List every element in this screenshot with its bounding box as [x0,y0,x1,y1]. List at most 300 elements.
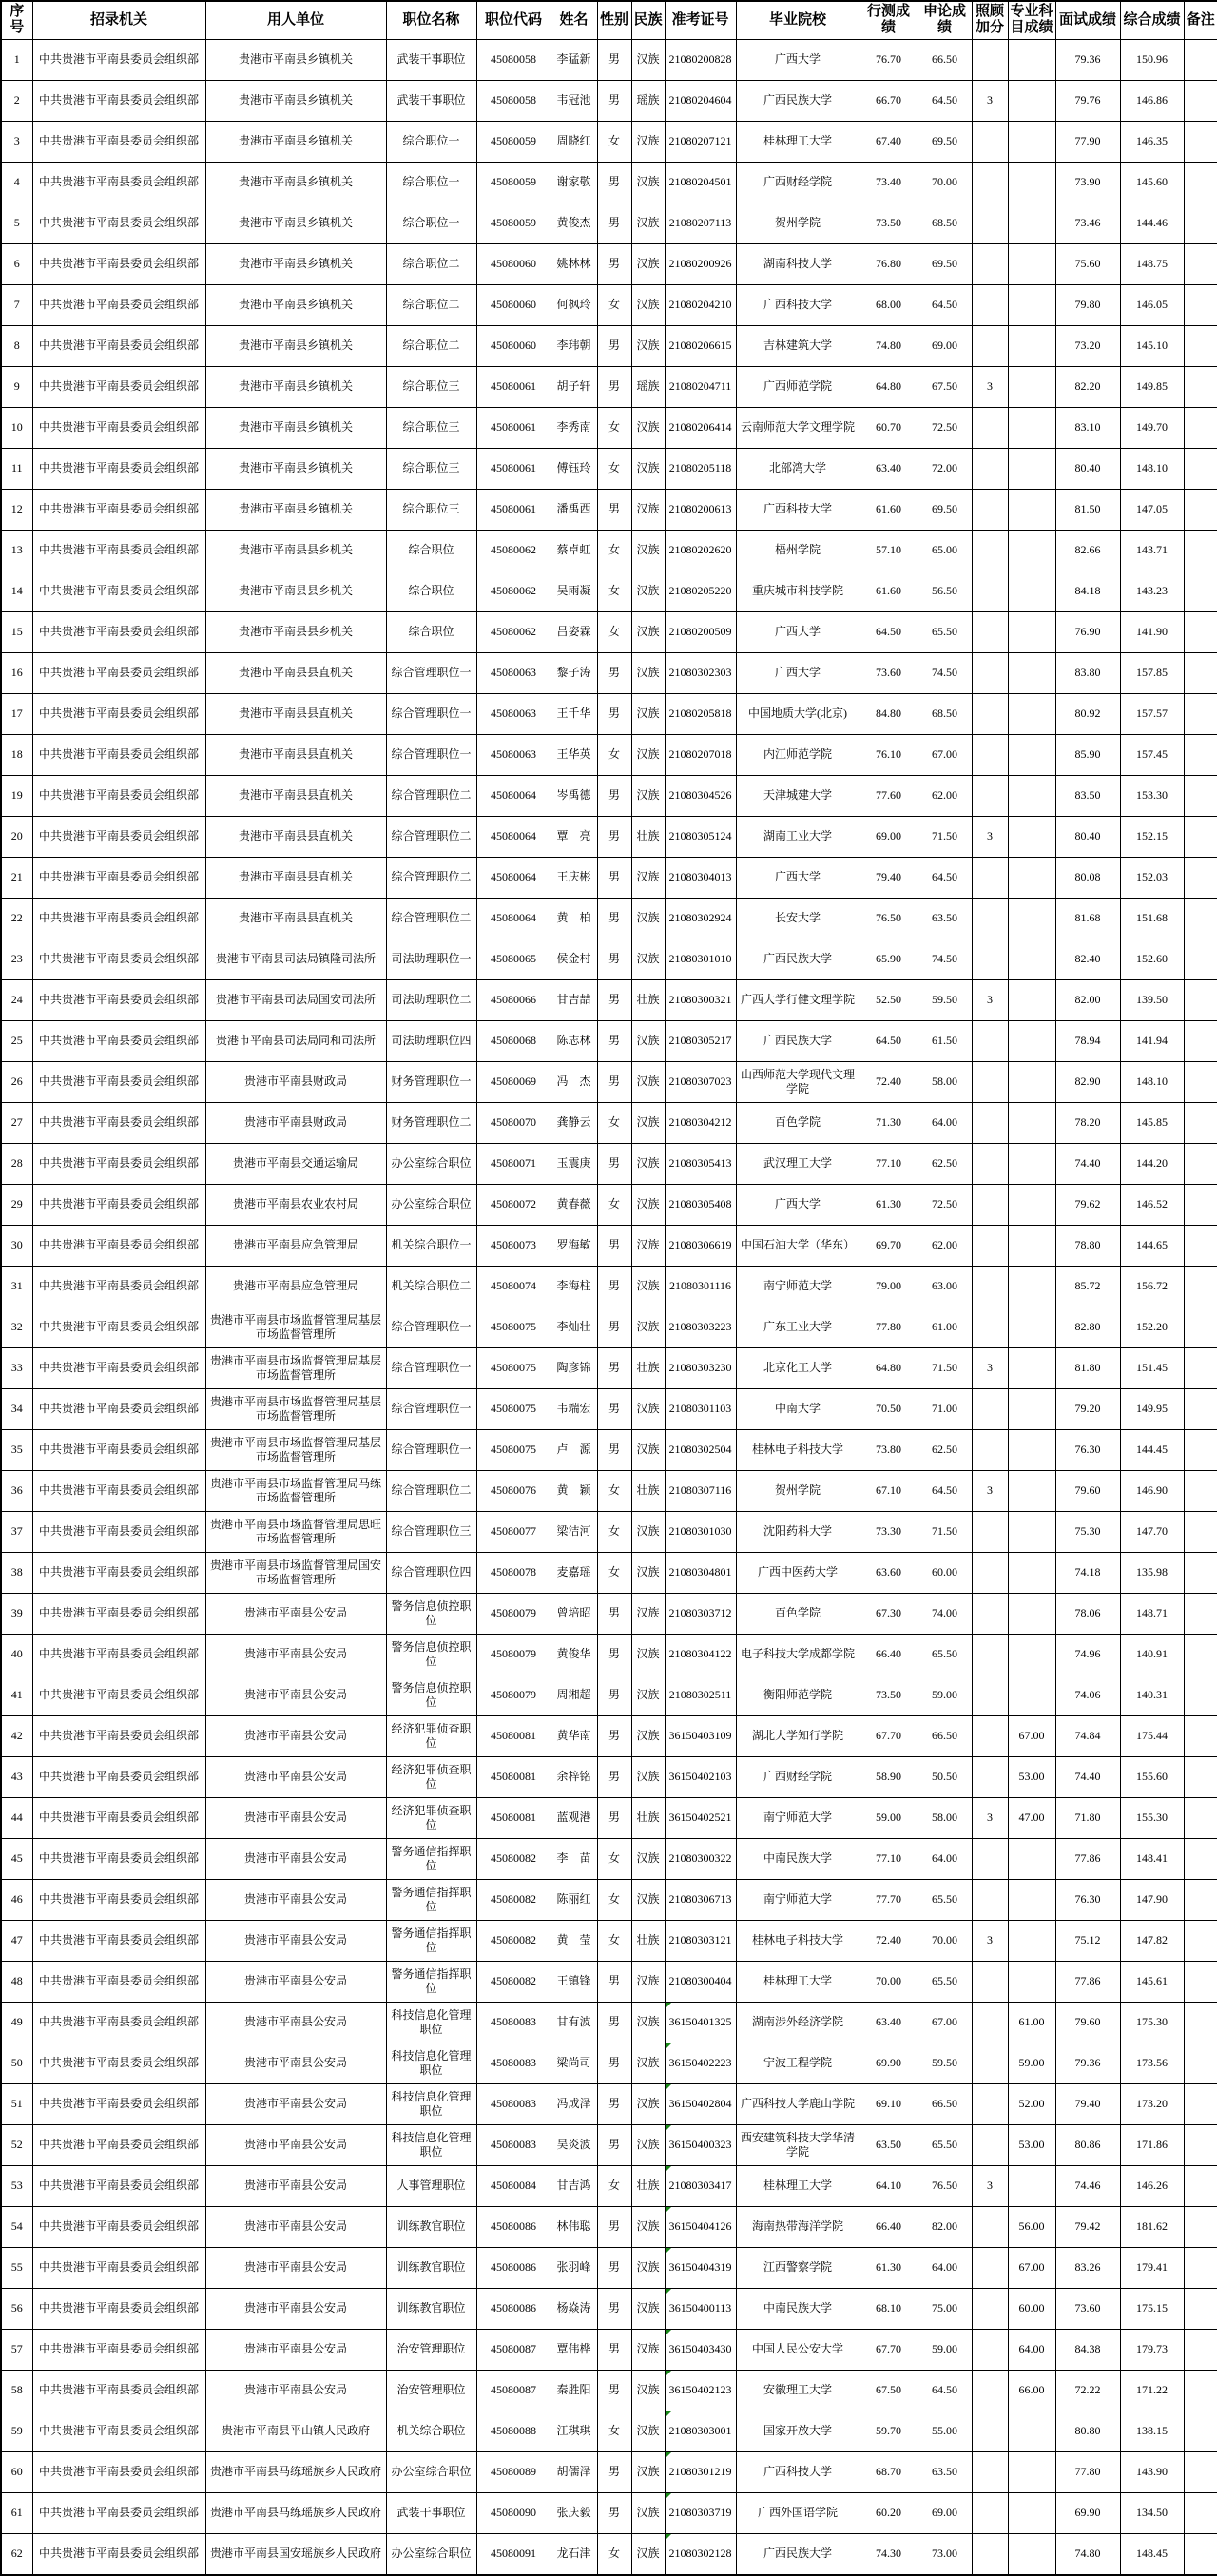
cell-interview-score: 74.18 [1055,1552,1120,1593]
cell-xingce-score: 67.40 [860,121,918,162]
cell-bonus-points [972,2206,1008,2247]
cell-ethnicity: 汉族 [631,1838,665,1879]
cell-shenlun-score: 71.50 [918,816,972,857]
cell-shenlun-score: 56.50 [918,571,972,611]
cell-exam-no-flagged: 21080303001 [665,2411,736,2451]
cell-xingce-score: 67.50 [860,2370,918,2411]
cell-position-code: 45080082 [476,1838,551,1879]
cell-school: 广西科技大学 [736,489,860,530]
cell-shenlun-score: 62.00 [918,775,972,816]
cell-no: 11 [1,448,32,489]
cell-exam-no: 21080304122 [665,1634,736,1675]
table-row [1,2533,1217,2575]
cell-total-score: 145.10 [1120,325,1184,366]
cell-xingce-score: 69.10 [860,2083,918,2124]
cell-exam-no: 21080302924 [665,898,736,939]
cell-shenlun-score: 67.00 [918,2002,972,2043]
cell-xingce-score: 72.40 [860,1061,918,1102]
cell-no: 40 [1,1634,32,1675]
cell-total-score: 171.22 [1120,2370,1184,2411]
cell-shenlun-score: 67.00 [918,734,972,775]
cell-ethnicity: 汉族 [631,1061,665,1102]
cell-employing-unit: 贵港市平南县公安局 [205,1634,386,1675]
cell-school: 广西民族大学 [736,939,860,979]
cell-position: 经济犯罪侦查职位 [386,1756,476,1797]
cell-ethnicity: 壮族 [631,979,665,1020]
cell-no: 15 [1,611,32,652]
cell-position: 机关综合职位二 [386,1266,476,1307]
cell-no: 49 [1,2002,32,2043]
cell-bonus-points [972,448,1008,489]
cell-total-score: 146.35 [1120,121,1184,162]
cell-professional-score [1008,1388,1055,1429]
cell-remark [1184,2411,1217,2451]
table-row [1,284,1217,325]
cell-name: 冯成泽 [551,2083,597,2124]
cell-professional-score [1008,325,1055,366]
cell-school: 湖南涉外经济学院 [736,2002,860,2043]
cell-remark [1184,898,1217,939]
cell-recruiting-agency: 中共贵港市平南县委员会组织部 [32,1511,205,1552]
table-row [1,1797,1217,1838]
cell-position: 综合职位三 [386,407,476,448]
cell-recruiting-agency: 中共贵港市平南县委员会组织部 [32,39,205,80]
cell-position-code: 45080087 [476,2329,551,2370]
cell-xingce-score: 77.70 [860,1879,918,1920]
cell-recruiting-agency: 中共贵港市平南县委员会组织部 [32,2329,205,2370]
cell-interview-score: 69.90 [1055,2492,1120,2533]
cell-shenlun-score: 71.50 [918,1347,972,1388]
cell-bonus-points: 3 [972,1920,1008,1961]
cell-shenlun-score: 50.50 [918,1756,972,1797]
cell-employing-unit: 贵港市平南县县直机关 [205,693,386,734]
cell-recruiting-agency: 中共贵港市平南县委员会组织部 [32,284,205,325]
cell-remark [1184,1184,1217,1225]
cell-ethnicity: 壮族 [631,1920,665,1961]
cell-employing-unit: 贵港市平南县市场监督管理局马练市场监督管理所 [205,1470,386,1511]
cell-position: 综合管理职位二 [386,898,476,939]
cell-position: 综合管理职位四 [386,1552,476,1593]
cell-school: 广西大学行健文理学院 [736,979,860,1020]
cell-no: 56 [1,2288,32,2329]
cell-exam-no: 21080207121 [665,121,736,162]
table-row [1,2165,1217,2206]
cell-professional-score [1008,162,1055,203]
cell-school: 宁波工程学院 [736,2043,860,2083]
cell-total-score: 146.26 [1120,2165,1184,2206]
cell-professional-score [1008,2533,1055,2575]
cell-xingce-score: 72.40 [860,1920,918,1961]
cell-recruiting-agency: 中共贵港市平南县委员会组织部 [32,734,205,775]
cell-no: 47 [1,1920,32,1961]
cell-exam-no: 21080207018 [665,734,736,775]
cell-school: 广西师范学院 [736,366,860,407]
cell-no: 31 [1,1266,32,1307]
cell-name: 甘有波 [551,2002,597,2043]
cell-employing-unit: 贵港市平南县应急管理局 [205,1266,386,1307]
cell-gender: 男 [597,1020,631,1061]
cell-ethnicity: 壮族 [631,2165,665,2206]
cell-no: 42 [1,1715,32,1756]
cell-position-code: 45080083 [476,2043,551,2083]
cell-interview-score: 79.76 [1055,80,1120,121]
cell-position-code: 45080088 [476,2411,551,2451]
cell-exam-no: 36150402103 [665,1756,736,1797]
cell-bonus-points: 3 [972,979,1008,1020]
cell-school: 中国石油大学（华东） [736,1225,860,1266]
cell-employing-unit: 贵港市平南县县乡机关 [205,571,386,611]
cell-recruiting-agency: 中共贵港市平南县委员会组织部 [32,1347,205,1388]
cell-name: 蔡卓虹 [551,530,597,571]
cell-interview-score: 77.90 [1055,121,1120,162]
cell-recruiting-agency: 中共贵港市平南县委员会组织部 [32,816,205,857]
cell-total-score: 155.60 [1120,1756,1184,1797]
cell-name: 李秀南 [551,407,597,448]
cell-no: 36 [1,1470,32,1511]
cell-remark [1184,2329,1217,2370]
cell-position: 办公室综合职位 [386,1143,476,1184]
cell-total-score: 152.03 [1120,857,1184,898]
cell-ethnicity: 汉族 [631,2083,665,2124]
cell-position: 机关综合职位 [386,2411,476,2451]
cell-recruiting-agency: 中共贵港市平南县委员会组织部 [32,325,205,366]
cell-school: 天津城建大学 [736,775,860,816]
cell-no: 53 [1,2165,32,2206]
table-row [1,243,1217,284]
cell-exam-no: 21080207113 [665,203,736,243]
column-header-xingce-score: 行测成绩 [860,1,918,39]
cell-exam-no: 21080206414 [665,407,736,448]
column-header-name: 姓名 [551,1,597,39]
cell-recruiting-agency: 中共贵港市平南县委员会组织部 [32,1797,205,1838]
cell-exam-no: 21080302504 [665,1429,736,1470]
cell-gender: 男 [597,1143,631,1184]
cell-xingce-score: 73.50 [860,203,918,243]
cell-position: 警务信息侦控职位 [386,1675,476,1715]
cell-school: 广西科技大学 [736,2451,860,2492]
table-row [1,611,1217,652]
cell-xingce-score: 69.00 [860,816,918,857]
cell-total-score: 139.50 [1120,979,1184,1020]
cell-shenlun-score: 72.00 [918,448,972,489]
cell-ethnicity: 汉族 [631,2533,665,2575]
cell-position: 综合职位一 [386,162,476,203]
cell-exam-no: 21080306619 [665,1225,736,1266]
cell-position: 综合职位二 [386,243,476,284]
table-row [1,1961,1217,2002]
cell-no: 34 [1,1388,32,1429]
cell-recruiting-agency: 中共贵港市平南县委员会组织部 [32,939,205,979]
cell-position: 机关综合职位一 [386,1225,476,1266]
cell-name: 梁洁河 [551,1511,597,1552]
cell-exam-no: 21080300322 [665,1838,736,1879]
cell-bonus-points [972,1634,1008,1675]
table-row [1,448,1217,489]
cell-ethnicity: 汉族 [631,39,665,80]
cell-gender: 男 [597,693,631,734]
cell-gender: 男 [597,162,631,203]
cell-total-score: 148.10 [1120,1061,1184,1102]
cell-school: 内江师范学院 [736,734,860,775]
cell-no: 9 [1,366,32,407]
cell-interview-score: 78.94 [1055,1020,1120,1061]
cell-professional-score [1008,693,1055,734]
cell-shenlun-score: 55.00 [918,2411,972,2451]
cell-exam-no-flagged: 36150401325 [665,2002,736,2043]
cell-shenlun-score: 65.50 [918,2124,972,2165]
cell-position: 警务信息侦控职位 [386,1593,476,1634]
cell-position: 综合管理职位二 [386,775,476,816]
cell-no: 21 [1,857,32,898]
cell-remark [1184,1429,1217,1470]
cell-ethnicity: 汉族 [631,121,665,162]
cell-no: 35 [1,1429,32,1470]
table-row [1,1511,1217,1552]
cell-professional-score [1008,284,1055,325]
cell-employing-unit: 贵港市平南县公安局 [205,2083,386,2124]
cell-school: 中国地质大学(北京) [736,693,860,734]
cell-gender: 男 [597,1961,631,2002]
cell-ethnicity: 汉族 [631,448,665,489]
cell-gender: 男 [597,1307,631,1347]
cell-recruiting-agency: 中共贵港市平南县委员会组织部 [32,857,205,898]
cell-employing-unit: 贵港市平南县司法局镇隆司法所 [205,939,386,979]
table-row [1,1470,1217,1511]
cell-interview-score: 74.40 [1055,1143,1120,1184]
cell-total-score: 175.30 [1120,2002,1184,2043]
cell-position: 综合职位 [386,571,476,611]
cell-remark [1184,2533,1217,2575]
cell-shenlun-score: 69.50 [918,121,972,162]
cell-employing-unit: 贵港市平南县公安局 [205,2165,386,2206]
cell-shenlun-score: 65.50 [918,1879,972,1920]
cell-name: 周晓红 [551,121,597,162]
cell-exam-no: 21080204210 [665,284,736,325]
cell-position-code: 45080082 [476,1879,551,1920]
cell-employing-unit: 贵港市平南县县直机关 [205,734,386,775]
cell-professional-score [1008,1593,1055,1634]
cell-exam-no: 21080305408 [665,1184,736,1225]
cell-gender: 男 [597,2451,631,2492]
cell-employing-unit: 贵港市平南县县乡机关 [205,611,386,652]
table-row [1,1184,1217,1225]
cell-bonus-points [972,2370,1008,2411]
cell-gender: 男 [597,2002,631,2043]
cell-gender: 男 [597,857,631,898]
cell-xingce-score: 63.50 [860,2124,918,2165]
cell-interview-score: 80.80 [1055,2411,1120,2451]
cell-employing-unit: 贵港市平南县乡镇机关 [205,203,386,243]
cell-gender: 男 [597,243,631,284]
cell-recruiting-agency: 中共贵港市平南县委员会组织部 [32,2288,205,2329]
cell-gender: 男 [597,80,631,121]
cell-interview-score: 83.80 [1055,652,1120,693]
cell-exam-no: 21080301010 [665,939,736,979]
cell-exam-no: 21080301030 [665,1511,736,1552]
cell-bonus-points: 3 [972,1797,1008,1838]
cell-employing-unit: 贵港市平南县乡镇机关 [205,284,386,325]
cell-professional-score [1008,121,1055,162]
cell-total-score: 153.30 [1120,775,1184,816]
cell-ethnicity: 汉族 [631,1552,665,1593]
cell-position: 训练教官职位 [386,2206,476,2247]
cell-position: 武装干事职位 [386,39,476,80]
cell-exam-no: 21080300404 [665,1961,736,2002]
cell-no: 28 [1,1143,32,1184]
cell-remark [1184,1552,1217,1593]
cell-name: 覃伟桦 [551,2329,597,2370]
cell-employing-unit: 贵港市平南县公安局 [205,2329,386,2370]
cell-xingce-score: 61.60 [860,489,918,530]
cell-shenlun-score: 65.50 [918,1961,972,2002]
cell-name: 麦嘉瑶 [551,1552,597,1593]
cell-interview-score: 79.40 [1055,2083,1120,2124]
cell-shenlun-score: 74.50 [918,939,972,979]
cell-exam-no: 21080202620 [665,530,736,571]
cell-name: 韦冠池 [551,80,597,121]
cell-professional-score [1008,1266,1055,1307]
cell-position-code: 45080065 [476,939,551,979]
table-row [1,734,1217,775]
cell-bonus-points: 3 [972,1347,1008,1388]
table-row [1,530,1217,571]
cell-gender: 女 [597,611,631,652]
table-row [1,857,1217,898]
cell-position: 综合管理职位一 [386,1388,476,1429]
cell-interview-score: 82.66 [1055,530,1120,571]
cell-total-score: 152.15 [1120,816,1184,857]
cell-interview-score: 82.40 [1055,939,1120,979]
cell-remark [1184,1470,1217,1511]
cell-remark [1184,203,1217,243]
cell-bonus-points [972,2043,1008,2083]
cell-recruiting-agency: 中共贵港市平南县委员会组织部 [32,1756,205,1797]
cell-professional-score [1008,898,1055,939]
table-row [1,2288,1217,2329]
cell-shenlun-score: 69.00 [918,2492,972,2533]
table-row [1,2124,1217,2165]
cell-xingce-score: 73.30 [860,1511,918,1552]
cell-school: 百色学院 [736,1593,860,1634]
cell-position: 办公室综合职位 [386,2533,476,2575]
cell-ethnicity: 汉族 [631,489,665,530]
cell-position: 综合管理职位三 [386,1511,476,1552]
cell-interview-score: 75.30 [1055,1511,1120,1552]
cell-employing-unit: 贵港市平南县乡镇机关 [205,325,386,366]
cell-bonus-points [972,2411,1008,2451]
cell-professional-score [1008,775,1055,816]
cell-remark [1184,1961,1217,2002]
cell-no: 62 [1,2533,32,2575]
cell-total-score: 144.65 [1120,1225,1184,1266]
cell-shenlun-score: 59.50 [918,2043,972,2083]
table-row [1,939,1217,979]
cell-total-score: 149.70 [1120,407,1184,448]
cell-school: 湖北大学知行学院 [736,1715,860,1756]
cell-no: 25 [1,1020,32,1061]
cell-recruiting-agency: 中共贵港市平南县委员会组织部 [32,489,205,530]
cell-school: 电子科技大学成都学院 [736,1634,860,1675]
cell-exam-no: 21080204604 [665,80,736,121]
cell-bonus-points [972,571,1008,611]
cell-no: 23 [1,939,32,979]
cell-recruiting-agency: 中共贵港市平南县委员会组织部 [32,2165,205,2206]
cell-employing-unit: 贵港市平南县县直机关 [205,857,386,898]
cell-position: 科技信息化管理职位 [386,2043,476,2083]
cell-professional-score [1008,2451,1055,2492]
cell-recruiting-agency: 中共贵港市平南县委员会组织部 [32,2533,205,2575]
cell-recruiting-agency: 中共贵港市平南县委员会组织部 [32,243,205,284]
cell-interview-score: 80.86 [1055,2124,1120,2165]
cell-exam-no-flagged: 21080303719 [665,2492,736,2533]
cell-recruiting-agency: 中共贵港市平南县委员会组织部 [32,1961,205,2002]
cell-recruiting-agency: 中共贵港市平南县委员会组织部 [32,1143,205,1184]
cell-employing-unit: 贵港市平南县公安局 [205,1675,386,1715]
cell-xingce-score: 66.70 [860,80,918,121]
cell-total-score: 146.86 [1120,80,1184,121]
cell-position-code: 45080072 [476,1184,551,1225]
cell-professional-score [1008,1061,1055,1102]
cell-exam-no: 21080204711 [665,366,736,407]
cell-gender: 女 [597,284,631,325]
cell-gender: 男 [597,489,631,530]
cell-employing-unit: 贵港市平南县平山镇人民政府 [205,2411,386,2451]
cell-position-code: 45080062 [476,571,551,611]
cell-no: 12 [1,489,32,530]
cell-professional-score [1008,979,1055,1020]
cell-exam-no-flagged: 36150402123 [665,2370,736,2411]
cell-position-code: 45080081 [476,1715,551,1756]
cell-name: 王镇锋 [551,1961,597,2002]
cell-bonus-points [972,2451,1008,2492]
cell-position-code: 45080074 [476,1266,551,1307]
cell-interview-score: 79.36 [1055,2043,1120,2083]
cell-ethnicity: 汉族 [631,2247,665,2288]
cell-school: 山西师范大学现代文理学院 [736,1061,860,1102]
cell-ethnicity: 汉族 [631,1511,665,1552]
cell-position-code: 45080060 [476,284,551,325]
cell-employing-unit: 贵港市平南县乡镇机关 [205,121,386,162]
cell-exam-no: 21080300321 [665,979,736,1020]
cell-professional-score: 60.00 [1008,2288,1055,2329]
cell-professional-score [1008,407,1055,448]
cell-professional-score [1008,80,1055,121]
cell-gender: 女 [597,2533,631,2575]
column-header-position: 职位名称 [386,1,476,39]
cell-exam-no: 21080306713 [665,1879,736,1920]
cell-position-code: 45080059 [476,121,551,162]
cell-ethnicity: 汉族 [631,2411,665,2451]
cell-gender: 男 [597,2206,631,2247]
cell-total-score: 179.73 [1120,2329,1184,2370]
cell-name: 吴炎波 [551,2124,597,2165]
cell-professional-score: 61.00 [1008,2002,1055,2043]
cell-professional-score [1008,366,1055,407]
cell-name: 姚林林 [551,243,597,284]
cell-professional-score [1008,530,1055,571]
cell-recruiting-agency: 中共贵港市平南县委员会组织部 [32,1225,205,1266]
cell-xingce-score: 64.80 [860,366,918,407]
cell-name: 黄俊杰 [551,203,597,243]
cell-no: 41 [1,1675,32,1715]
table-row [1,2451,1217,2492]
cell-professional-score [1008,1307,1055,1347]
cell-no: 38 [1,1552,32,1593]
cell-no: 6 [1,243,32,284]
cell-school: 广西大学 [736,652,860,693]
cell-employing-unit: 贵港市平南县国安瑶族乡人民政府 [205,2533,386,2575]
cell-exam-no: 21080304801 [665,1552,736,1593]
